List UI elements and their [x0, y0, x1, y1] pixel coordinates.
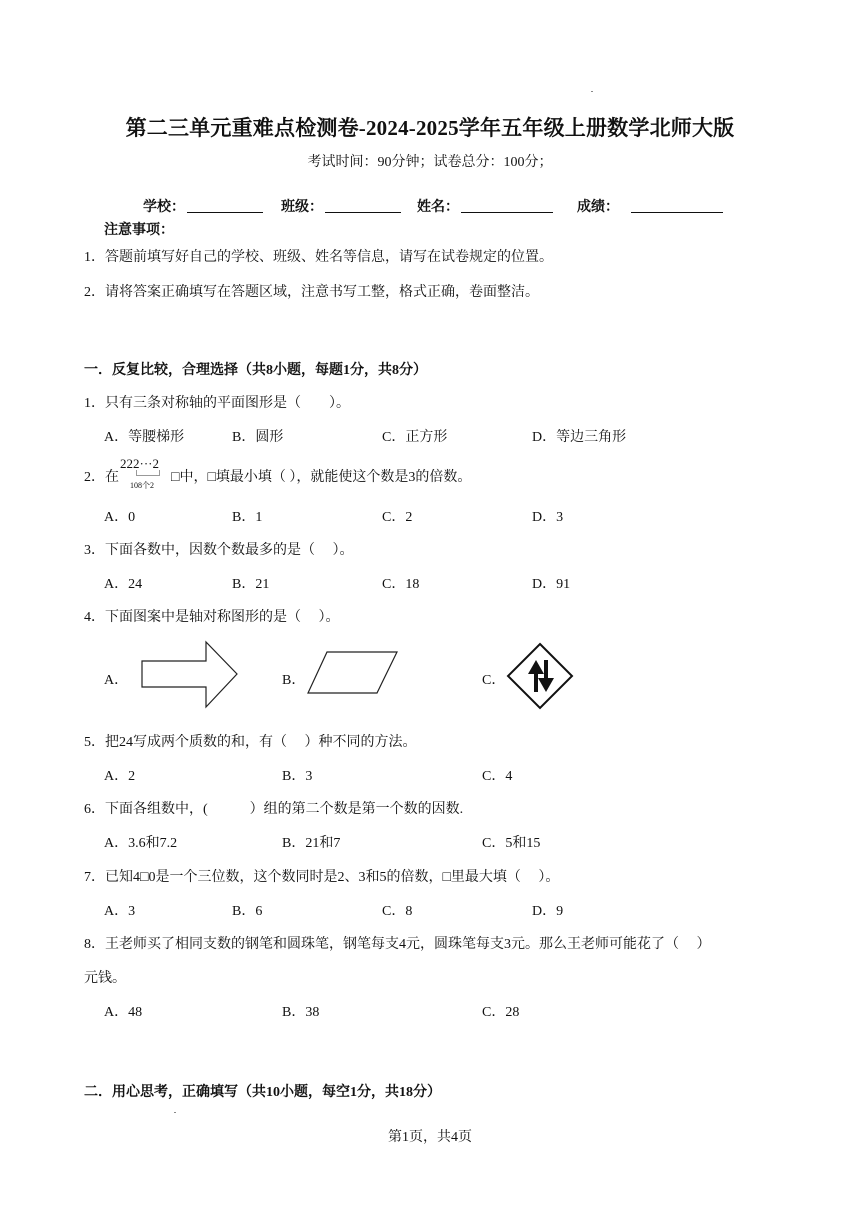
- q3-option-b[interactable]: B．21: [232, 577, 270, 592]
- question-8-continued: 元钱。: [84, 971, 126, 986]
- question-1: 1．只有三条对称轴的平面图形是（ ）。: [84, 396, 350, 411]
- q7-option-c[interactable]: C．8: [382, 904, 413, 919]
- question-6: 6．下面各组数中，( ）组的第二个数是第一个数的因数.: [84, 802, 464, 817]
- repeated-number-count: 108个2: [130, 481, 154, 490]
- school-label: 学校：: [143, 200, 185, 215]
- q4-option-b[interactable]: B．: [282, 673, 306, 688]
- question-2-suffix: □中，□填最小填（ ），就能使这个数是3的倍数。: [171, 470, 472, 485]
- score-blank[interactable]: [631, 198, 723, 213]
- q6-option-c[interactable]: C．5和15: [482, 836, 541, 851]
- q2-option-d[interactable]: D．3: [532, 510, 564, 525]
- class-label: 班级：: [281, 200, 323, 215]
- q5-option-c[interactable]: C．4: [482, 769, 513, 784]
- page-number: 第1页，共4页: [388, 1130, 472, 1145]
- repeated-number: [120, 456, 159, 490]
- notice-item: 2．请将答案正确填写在答题区域，注意书写工整，格式正确，卷面整洁。: [84, 285, 539, 300]
- notice-heading: 注意事项：: [104, 223, 174, 238]
- q3-option-c[interactable]: C．18: [382, 577, 420, 592]
- name-label: 姓名：: [417, 200, 459, 215]
- q7-option-a[interactable]: A．3: [104, 904, 136, 919]
- page-title: 第二三单元重难点检测卷-2024-2025学年五年级上册数学北师大版: [125, 116, 735, 140]
- q4-option-a[interactable]: A．: [104, 673, 129, 688]
- q7-option-b[interactable]: B．6: [232, 904, 263, 919]
- repeated-number-digits: 222···2: [120, 456, 159, 471]
- q1-option-d[interactable]: D．等边三角形: [532, 430, 627, 445]
- q1-option-c[interactable]: C．正方形: [382, 430, 448, 445]
- arrow-shape-icon: [140, 640, 240, 710]
- q4-option-c[interactable]: C．: [482, 673, 506, 688]
- q3-option-a[interactable]: A．24: [104, 577, 143, 592]
- parallelogram-icon: [305, 650, 401, 696]
- q2-option-b[interactable]: B．1: [232, 510, 263, 525]
- question-5: 5．把24写成两个质数的和，有（ ）种不同的方法。: [84, 735, 417, 750]
- q8-option-b[interactable]: B．38: [282, 1005, 320, 1020]
- q3-option-d[interactable]: D．91: [532, 577, 571, 592]
- school-field: [143, 196, 263, 216]
- score-field: [577, 196, 723, 216]
- q6-option-a[interactable]: A．3.6和7.2: [104, 836, 178, 851]
- notice-item: 1．答题前填写好自己的学校、班级、姓名等信息，请写在试卷规定的位置。: [84, 250, 553, 265]
- q8-option-c[interactable]: C．28: [482, 1005, 520, 1020]
- q6-option-b[interactable]: B．21和7: [282, 836, 341, 851]
- name-blank[interactable]: [461, 198, 553, 213]
- question-2-prefix: 2．在: [84, 470, 119, 485]
- q2-option-c[interactable]: C．2: [382, 510, 413, 525]
- diamond-arrows-icon: [506, 642, 574, 710]
- question-8: 8．王老师买了相同支数的钢笔和圆珠笔，钢笔每支4元，圆珠笔每支3元。那么王老师可能花了（ ）: [84, 937, 711, 952]
- q1-option-b[interactable]: B．圆形: [232, 430, 284, 445]
- q5-option-a[interactable]: A．2: [104, 769, 136, 784]
- class-blank[interactable]: [325, 198, 401, 213]
- section-heading: 二．用心思考，正确填写（共10小题，每空1分，共18分）: [84, 1085, 441, 1100]
- score-label: 成绩：: [577, 200, 619, 215]
- q1-option-a[interactable]: A．等腰梯形: [104, 430, 185, 445]
- question-4: 4．下面图案中是轴对称图形的是（ ）。: [84, 610, 340, 625]
- q7-option-d[interactable]: D．9: [532, 904, 564, 919]
- name-field: [417, 196, 553, 216]
- section-heading: 一．反复比较，合理选择（共8小题，每题1分，共8分）: [84, 363, 427, 378]
- class-field: [281, 196, 401, 216]
- q8-option-a[interactable]: A．48: [104, 1005, 143, 1020]
- q5-option-b[interactable]: B．3: [282, 769, 313, 784]
- q2-option-a[interactable]: A．0: [104, 510, 136, 525]
- question-3: 3．下面各数中，因数个数最多的是（ ）。: [84, 543, 354, 558]
- question-7: 7．已知4□0是一个三位数，这个数同时是2、3和5的倍数，□里最大填（ ）。: [84, 870, 560, 885]
- underbrace-icon: [136, 470, 160, 476]
- school-blank[interactable]: [187, 198, 263, 213]
- exam-info: 考试时间：90分钟；试卷总分：100分；: [307, 155, 553, 170]
